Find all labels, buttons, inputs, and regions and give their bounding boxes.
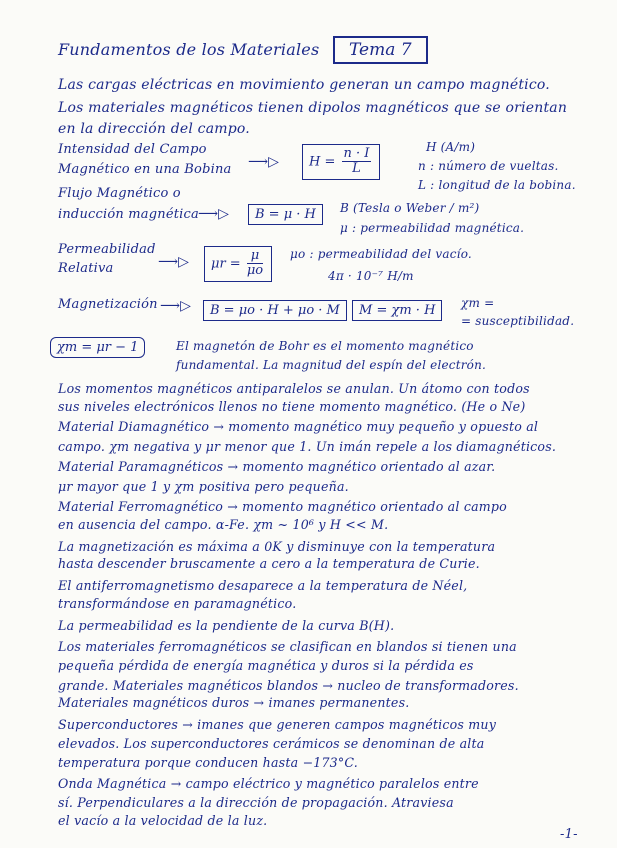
intro-line-2: Los materiales magnéticos tienen dipolos magnéticos que se orientan [58, 100, 568, 116]
body-line: temperatura porque conducen hasta −173°C. [58, 755, 358, 770]
body-line: el vacío a la velocidad de la luz. [58, 813, 268, 828]
magnet-formula-m-box: M = χm · H [352, 300, 442, 321]
perm-value: 4π · 10⁻⁷ H/m [328, 269, 414, 283]
flux-unit: B (Tesla o Weber / m²) [340, 201, 480, 215]
body-line: Material Ferromagnético → momento magnético orientado al campo [58, 499, 507, 514]
body-line: campo. χm negativa y μr menor que 1. Un imán repele a los diamagnéticos. [58, 439, 557, 454]
perm-label-2: Relativa [58, 261, 114, 276]
body-line: grande. Materiales magnéticos blandos → nucleo de transformadores. [58, 678, 519, 693]
perm-formula-box [204, 246, 272, 282]
body-line: Los materiales ferromagnéticos se clasifican en blandos si tienen una [58, 639, 517, 654]
field-note-l: L : longitud de la bobina. [418, 178, 576, 192]
field-formula-box [302, 144, 380, 180]
perm-note: μo : permeabilidad del vacío. [290, 247, 472, 261]
topic-box: Tema 7 [333, 36, 428, 64]
body-line: Material Diamagnético → momento magnético muy pequeño y opuesto al [58, 419, 539, 434]
arrow-right-icon: ⟶▷ [198, 206, 229, 222]
magnet-note-2: = susceptibilidad. [461, 314, 575, 328]
perm-formula-lhs: μr = [211, 256, 241, 272]
arrow-right-icon: ⟶▷ [248, 154, 279, 170]
body-line: Onda Magnética → campo eléctrico y magnético paralelos entre [58, 776, 479, 791]
body-line: en ausencia del campo. α-Fe. χm ~ 10⁶ y H << M. [58, 517, 389, 532]
arrow-right-icon: ⟶▷ [158, 254, 189, 270]
perm-label-1: Permeabilidad [58, 242, 156, 257]
body-line: pequeña pérdida de energía magnética y duros si la pérdida es [58, 658, 474, 673]
document-subject: Fundamentos de los Materiales [58, 40, 320, 59]
bohr-formula-box: χm = μr − 1 [50, 337, 145, 358]
flux-formula-box: B = μ · H [248, 204, 323, 225]
body-line: hasta descender bruscamente a cero a la temperatura de Curie. [58, 556, 480, 571]
body-line: Material Paramagnéticos → momento magnético orientado al azar. [58, 459, 496, 474]
body-line: elevados. Los superconductores cerámicos se denominan de alta [58, 736, 485, 751]
body-line: La magnetización es máxima a 0K y disminuye con la temperatura [58, 539, 496, 554]
field-label-1: Intensidad del Campo [58, 142, 207, 157]
magnet-note-1: χm = [461, 296, 495, 310]
body-line: La permeabilidad es la pendiente de la curva B(H). [58, 618, 395, 633]
flux-note: μ : permeabilidad magnética. [340, 221, 525, 235]
body-line: Los momentos magnéticos antiparalelos se anulan. Un átomo con todos [58, 381, 530, 396]
body-line: sus niveles electrónicos llenos no tiene momento magnético. (He o Ne) [58, 399, 526, 414]
intro-line-1: Las cargas eléctricas en movimiento generan un campo magnético. [58, 77, 550, 93]
flux-label-2: inducción magnética [58, 207, 199, 222]
body-line: Superconductores → imanes que generen campos magnéticos muy [58, 717, 497, 732]
field-label-2: Magnético en una Bobina [58, 162, 232, 177]
field-unit: H (A/m) [426, 140, 476, 154]
field-note-n: n : número de vueltas. [418, 159, 559, 173]
perm-formula-num: μ [247, 249, 263, 264]
field-formula-den: L [352, 161, 361, 177]
magnet-formula-b-box: B = μo · H + μo · M [203, 300, 347, 321]
flux-label-1: Flujo Magnético o [58, 186, 181, 201]
intro-line-3: en la dirección del campo. [58, 121, 250, 137]
field-formula-num: n · I [343, 146, 370, 161]
body-line: sí. Perpendiculares a la dirección de propagación. Atraviesa [58, 795, 454, 810]
bohr-text-2: fundamental. La magnitud del espín del electrón. [176, 358, 487, 372]
body-line: μr mayor que 1 y χm positiva pero pequeña. [58, 479, 349, 494]
bohr-text-1: El magnetón de Bohr es el momento magnético [176, 339, 474, 353]
perm-formula-den: μo [246, 263, 264, 279]
arrow-right-icon: ⟶▷ [160, 298, 191, 314]
body-line: El antiferromagnetismo desaparece a la temperatura de Néel, [58, 578, 468, 593]
page-number: -1- [560, 827, 578, 842]
field-formula-lhs: H = [309, 154, 336, 170]
body-line: Materiales magnéticos duros → imanes permanentes. [58, 695, 410, 710]
magnet-label: Magnetización [58, 297, 158, 312]
body-line: transformándose en paramagnético. [58, 596, 297, 611]
